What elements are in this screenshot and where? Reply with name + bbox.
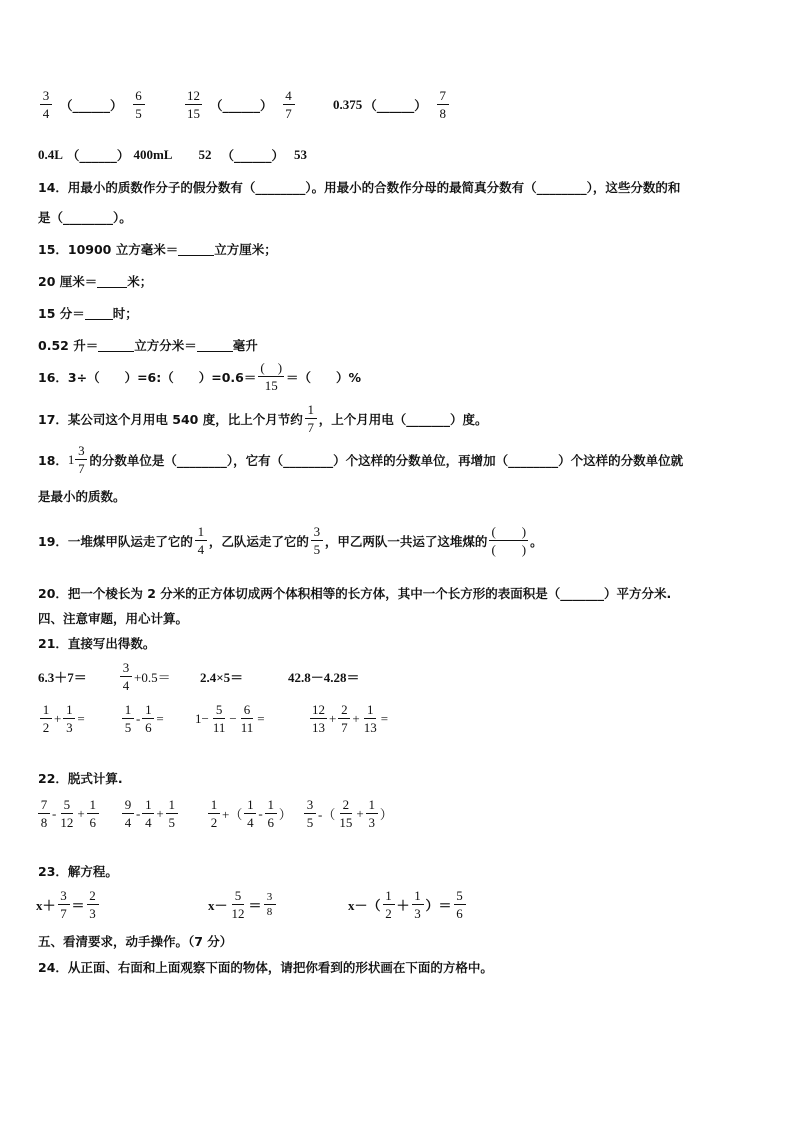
mixed-number: 1 $\frac{3}{7}$ [68,443,90,476]
expression: $\frac{3}{5}$ -（ $\frac{2}{15}$ + $\frac{1}{3}$ ） [302,797,393,830]
text: ，上个月用电（_______）度。 [318,411,488,427]
text: 的分数单位是（________），它有（________）个这样的分数单位，再增加（________）个这样的分数单位就 [89,452,684,468]
fraction: $\frac{6}{5}$ [133,88,145,121]
q21-row2 [38,702,388,735]
text: 15 分＝ [38,306,85,321]
text: ，甲乙两队一共运了这堆煤的 [324,533,488,549]
text: 0.52 升＝ [38,338,99,353]
fill-blank[interactable] [85,307,113,320]
question-14-line2: 是（________）。 [38,210,132,225]
question-15-line2 [38,272,152,290]
question-18-line1 [38,443,683,476]
fraction: $\frac{12}{15}$ [187,88,200,121]
text: 20 厘米＝ [38,274,98,289]
question-14-line1: 14．用最小的质数作分子的假分数有（________）。用最小的合数作分母的最简真分数有（________），这些分数的和 [38,180,681,195]
value-a: 52 [198,147,212,162]
q21-row1 [38,660,360,693]
fill-blank[interactable] [97,275,127,288]
expression: $\frac{1}{2}$ + $\frac{1}{3}$ = [38,702,120,735]
answer-blank[interactable]: （______） [221,148,284,163]
expression: $\frac{7}{8}$ - $\frac{5}{12}$ + $\frac{1}{6}$ [36,797,120,830]
text: 时； [112,306,138,321]
expression: +0.5＝ [134,670,171,685]
fraction: $\frac{4}{7}$ [283,88,295,121]
question-17 [38,402,487,435]
compare-row-1-item2 [183,88,297,121]
fraction: $\frac{1}{7}$ [305,402,317,435]
equation: x＋ $\frac{3}{7}$ ＝ $\frac{2}{3}$ [36,888,208,921]
value-b: 53 [293,147,307,162]
text: 立方厘米； [214,242,277,257]
answer-fraction[interactable]: $\frac{( )}{( )}$ [491,524,527,557]
fraction: $\frac{( )}{15}$ [260,360,283,393]
text: ＝（ ）% [286,369,362,385]
expression: $\frac{12}{13}$ + $\frac{2}{7}$ + $\frac{1}{13}$ = [312,702,389,735]
text: 18． [38,452,68,468]
fraction: $\frac{3}{4}$ [120,660,132,693]
question-19 [38,524,543,557]
text: 。 [530,533,543,549]
question-18-line2: 是最小的质数。 [38,489,126,504]
fill-blank[interactable] [98,339,134,352]
text: 17．某公司这个月用电 540 度，比上个月节约 [38,411,303,427]
answer-blank[interactable]: （______） [66,148,130,163]
fraction: $\frac{7}{8}$ [437,88,449,121]
expression: 6.3＋7＝ [38,670,87,685]
question-21-title: 21．直接写出得数。 [38,636,156,651]
fraction: $\frac{3}{5}$ [311,524,323,557]
answer-blank[interactable]: （______） [364,97,427,113]
question-15-line3 [38,304,138,322]
compare-row-1 [38,88,147,121]
text: 15．10900 立方毫米＝ [38,242,179,257]
value-a: 0.4L [38,147,63,162]
question-15-line1 [38,240,277,258]
text: 19．一堆煤甲队运走了它的 [38,533,193,549]
answer-blank[interactable]: （______） [210,97,273,113]
expression: $\frac{1}{5}$ - $\frac{1}{6}$ = [120,702,195,735]
expression: $\frac{9}{4}$ - $\frac{1}{4}$ + $\frac{1}{5}$ [120,797,206,830]
fraction: $\frac{1}{4}$ [195,524,207,557]
fraction: $\frac{3}{4}$ [40,88,52,121]
compare-row-2 [38,146,307,164]
section-4-title: 四、注意审题，用心计算。 [38,611,189,626]
question-22-title: 22．脱式计算. [38,771,123,786]
expression: 2.4×5＝ [200,670,244,685]
question-23-title: 23．解方程。 [38,864,118,879]
text: ，乙队运走了它的 [208,533,309,549]
equation: x－（ $\frac{1}{2}$ ＋ $\frac{1}{3}$ ）＝ $\frac{5}{6}$ [348,888,468,921]
q22-expressions [36,797,393,830]
text: 毫升 [232,338,258,353]
equation: x－ $\frac{5}{12}$ ＝ $\frac{3}{8}$ [208,888,348,921]
question-20: 20．把一个棱长为 2 分米的正方体切成两个体积相等的长方体，其中一个长方形的表面积是（_______）平方分米. [38,586,672,601]
question-16 [38,360,361,393]
q23-equations [36,888,468,921]
question-24: 24．从正面、右面和上面观察下面的物体，请把你看到的形状画在下面的方格中。 [38,960,493,975]
text: 16．3÷（ ）=6:（ ）=0.6＝ [38,369,257,385]
value-b: 400mL [133,147,173,162]
text: 米； [127,274,153,289]
expression: 42.8－4.28＝ [288,670,360,685]
fill-blank[interactable] [178,243,214,256]
answer-blank[interactable]: （______） [60,97,123,113]
decimal-value: 0.375 [333,96,363,112]
expression: 1− $\frac{5}{11}$ − $\frac{6}{11}$ = [195,702,265,735]
fill-blank[interactable] [197,339,233,352]
text: 立方分米＝ [134,338,197,353]
section-5-title: 五、看清要求，动手操作。（7 分） [38,934,233,949]
question-15-line4 [38,336,258,354]
compare-row-1-item3 [333,88,451,121]
expression: $\frac{1}{2}$ +（ $\frac{1}{4}$ - $\frac{1}{6}$ ） [206,797,302,830]
